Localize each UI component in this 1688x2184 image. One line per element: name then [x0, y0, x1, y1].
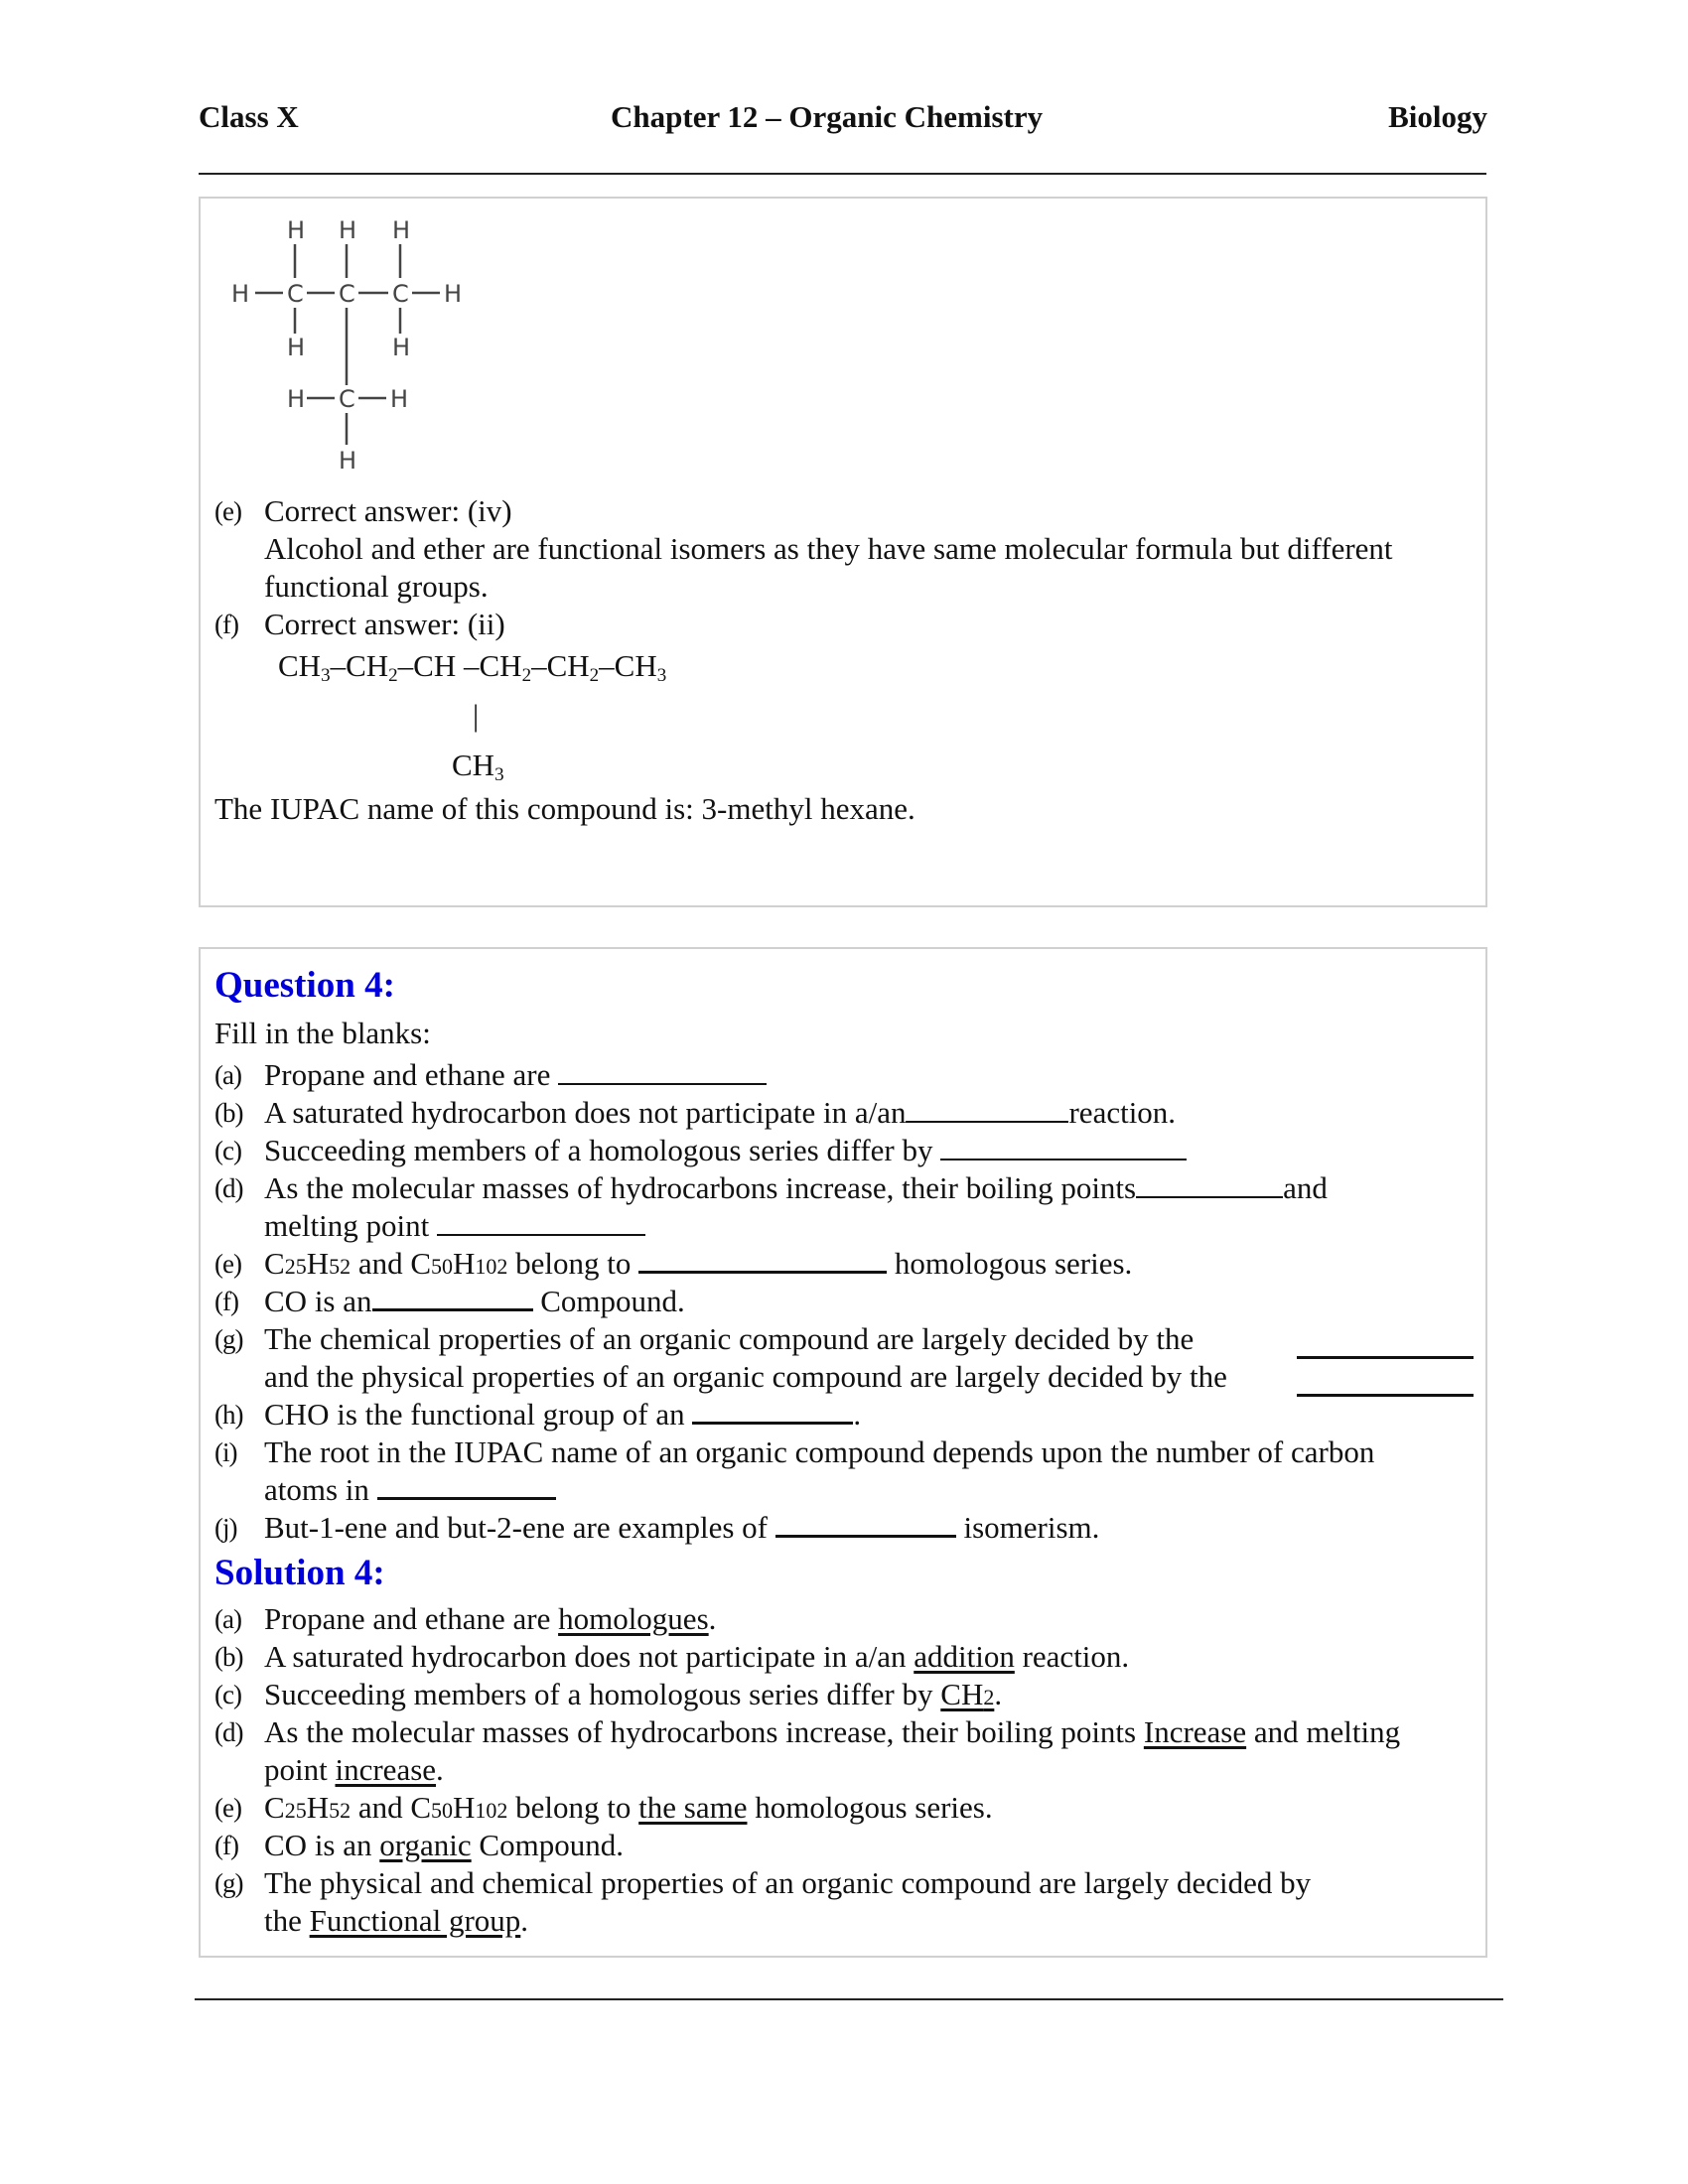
- solution-item-e: C25H52 and C50H102 belong to the same homologous series.: [264, 1790, 993, 1825]
- item-marker: (a): [214, 1060, 241, 1090]
- answer-blank: [1297, 1332, 1474, 1359]
- answer-text: Increase: [1143, 1714, 1247, 1749]
- answer-blank: [940, 1135, 1187, 1160]
- item-marker: (g): [214, 1868, 243, 1898]
- question-item-d-line2: melting point: [264, 1207, 645, 1245]
- answer-e: Correct answer: (iv): [264, 493, 512, 528]
- answer-text: organic: [379, 1828, 472, 1862]
- answer-blank: [638, 1247, 887, 1274]
- answer-blank: [372, 1285, 533, 1311]
- structural-formula-3-methylhexane: [223, 208, 561, 486]
- answer-blank: [377, 1473, 556, 1500]
- solution-item-d-line2: point increase.: [264, 1752, 444, 1787]
- atom-h: H: [339, 447, 357, 475]
- answer-text: addition: [914, 1639, 1015, 1674]
- atom-h: H: [287, 385, 306, 413]
- footer-rule: [195, 1998, 1503, 2000]
- item-marker: (i): [214, 1437, 237, 1467]
- item-marker: (f): [214, 1287, 238, 1316]
- condensed-formula-main-chain: $CH_3-CH_2-CH$ $-CH_2-CH_2-CH_3$: [278, 648, 667, 686]
- item-marker: (g): [214, 1324, 243, 1354]
- item-marker: (e): [214, 1793, 241, 1823]
- question-item-f: CO is an Compound.: [264, 1284, 685, 1318]
- solution-item-g-line1: The physical and chemical properties of an organic compound are largely decided by: [264, 1865, 1312, 1900]
- atom-h: H: [339, 216, 357, 244]
- item-marker: (d): [214, 1173, 243, 1203]
- item-marker: (b): [214, 1098, 243, 1128]
- question-item-j: But-1-ene and but-2-ene are examples of isomerism.: [264, 1510, 1100, 1545]
- answer-text: homologues: [558, 1601, 709, 1636]
- item-marker: (j): [214, 1513, 237, 1543]
- question-item-d-line1: As the molecular masses of hydrocarbons increase, their boiling points and: [264, 1170, 1328, 1205]
- answer-blank: [692, 1398, 853, 1425]
- question-item-a: Propane and ethane are: [264, 1056, 767, 1094]
- header-class: Class X: [199, 99, 299, 134]
- atom-h: H: [444, 280, 463, 308]
- question-item-h: CHO is the functional group of an .: [264, 1397, 862, 1432]
- item-marker: (c): [214, 1680, 241, 1709]
- answer-blank: [558, 1059, 767, 1085]
- question-item-i-line2: atoms in: [264, 1471, 556, 1509]
- item-marker: (e): [214, 496, 241, 526]
- answer-text: the same: [638, 1790, 748, 1825]
- header-subject: Biology: [1388, 99, 1487, 134]
- question-item-i-line1: The root in the IUPAC name of an organic compound depends upon the number of carbon: [264, 1434, 1375, 1469]
- answer-blank: [775, 1511, 956, 1538]
- solution-item-d-line1: As the molecular masses of hydrocarbons increase, their boiling points Increase and melting: [264, 1714, 1401, 1749]
- iupac-name-statement: The IUPAC name of this compound is: 3-methyl hexane.: [214, 791, 915, 826]
- solution-item-b: A saturated hydrocarbon does not participate in a/an addition reaction.: [264, 1639, 1130, 1674]
- answer-text: CH2: [940, 1677, 995, 1711]
- question-item-b: A saturated hydrocarbon does not participate in a/an reaction.: [264, 1095, 1177, 1130]
- atom-h: H: [287, 334, 306, 361]
- answer-blank: [437, 1210, 645, 1236]
- answer-blank: [1136, 1172, 1283, 1198]
- question-title: Question 4:: [214, 965, 395, 1006]
- condensed-formula-branch-bond: |: [473, 698, 480, 733]
- item-marker: (d): [214, 1717, 243, 1747]
- atom-c: C: [287, 280, 304, 308]
- atom-h: H: [390, 385, 409, 413]
- solution-item-f: CO is an organic Compound.: [264, 1828, 624, 1862]
- answer-e-explanation-2: functional groups.: [264, 569, 489, 604]
- solution-title: Solution 4:: [214, 1553, 385, 1593]
- atom-c: C: [392, 280, 409, 308]
- answer-blank: [906, 1097, 1068, 1123]
- question-item-g-line1: The chemical properties of an organic compound are largely decided by the: [264, 1321, 1195, 1356]
- header-rule: [199, 173, 1486, 175]
- atom-h: H: [392, 334, 411, 361]
- answer-text: Functional group: [309, 1903, 521, 1938]
- item-marker: (c): [214, 1136, 241, 1165]
- atom-h: H: [287, 216, 306, 244]
- item-marker: (e): [214, 1249, 241, 1279]
- atom-c: C: [339, 385, 355, 413]
- solution-item-a: Propane and ethane are homologues.: [264, 1601, 717, 1636]
- header-chapter: Chapter 12 – Organic Chemistry: [611, 99, 1044, 134]
- question-item-g-line2: and the physical properties of an organic compound are largely decided by the: [264, 1359, 1227, 1394]
- condensed-formula-branch: $CH_3$: [452, 748, 504, 785]
- structure-bonds: [255, 244, 440, 445]
- item-marker: (h): [214, 1400, 243, 1430]
- solution-item-c: Succeeding members of a homologous series differ by CH2.: [264, 1677, 1003, 1711]
- answer-blank: [1297, 1370, 1474, 1397]
- atom-h: H: [231, 280, 250, 308]
- item-marker: (a): [214, 1604, 241, 1634]
- question-intro: Fill in the blanks:: [214, 1016, 431, 1050]
- atom-h: H: [392, 216, 411, 244]
- atom-c: C: [339, 280, 355, 308]
- answer-e-explanation-1: Alcohol and ether are functional isomers as they have same molecular formula but different: [264, 531, 1393, 566]
- item-marker: (f): [214, 610, 238, 639]
- solution-item-g-line2: the Functional group.: [264, 1903, 529, 1938]
- item-marker: (f): [214, 1831, 238, 1860]
- question-item-e: C25H52 and C50H102 belong to homologous series.: [264, 1246, 1133, 1281]
- question-item-c: Succeeding members of a homologous series differ by: [264, 1132, 1187, 1169]
- answer-text: increase: [335, 1752, 437, 1787]
- item-marker: (b): [214, 1642, 243, 1672]
- answer-f: Correct answer: (ii): [264, 607, 505, 641]
